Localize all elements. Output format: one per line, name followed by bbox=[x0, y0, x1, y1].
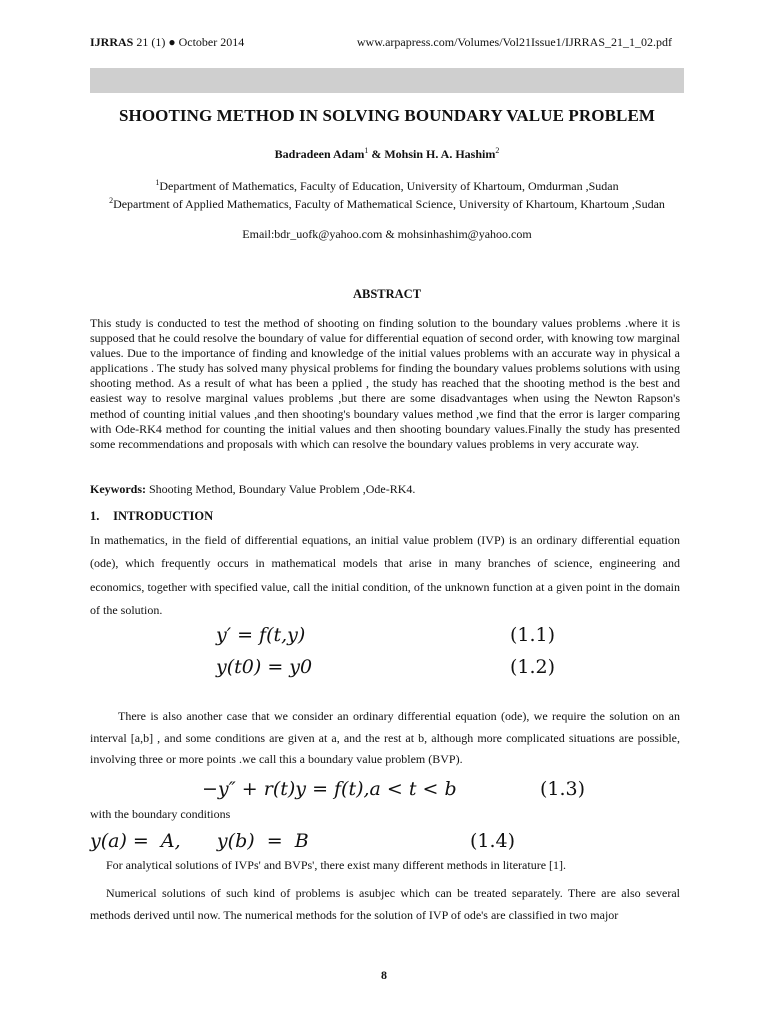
intro-paragraph-2: There is also another case that we consider an ordinary differential equation (ode), we require the solution on an interval [a,b] , and some conditions are given at a, and the rest at b, although more complicated situations are possible, involving three or more points .we call this a boundary value problem (BVP). bbox=[90, 709, 680, 766]
author-2-sup: 2 bbox=[495, 146, 500, 155]
intro-paragraph-1: In mathematics, in the field of differential equations, an initial value problem (IVP) is an ordinary differential equation (ode), which frequently occurs in mathematical models that arise in many branches of science, engineering and economics, together with specified value, call the initial condition, of the unknown function at a given point in the domain of the solution. bbox=[90, 533, 680, 617]
section-number: 1. bbox=[90, 509, 100, 523]
paper-title: SHOOTING METHOD IN SOLVING BOUNDARY VALUE PROBLEM bbox=[118, 106, 656, 125]
author-list bbox=[90, 146, 684, 162]
equation-number: (1.4) bbox=[470, 830, 516, 852]
author-1: Badradeen Adam bbox=[274, 147, 365, 161]
affiliation-1 bbox=[90, 178, 684, 194]
affiliation-2 bbox=[90, 196, 684, 212]
equation-expression: y(t0) = y0 bbox=[216, 656, 313, 678]
intro-paragraph-4: Numerical solutions of such kind of problems is asubjec which can be treated separately. There are also several methods derived until now. The numerical methods for the solution of IVP of ode's are classified in two major bbox=[90, 886, 680, 922]
equation-number: (1.2) bbox=[510, 656, 556, 678]
journal-name: IJRRAS bbox=[90, 35, 134, 49]
equation-number: (1.1) bbox=[510, 624, 556, 646]
affiliation-2-text: Department of Applied Mathematics, Faculty of Mathematical Science, University of Khartoum, Khartoum ,Sudan bbox=[113, 197, 665, 211]
page-number: 8 bbox=[381, 968, 387, 982]
journal-issue bbox=[90, 35, 244, 50]
section-title: INTRODUCTION bbox=[113, 509, 214, 523]
affiliation-2-sup: 2 bbox=[109, 196, 114, 205]
issue-info: 21 (1) ● October 2014 bbox=[136, 35, 245, 49]
equation-number: (1.3) bbox=[540, 778, 586, 800]
author-emails: Email:bdr_uofk@yahoo.com & mohsinhashim@yahoo.com bbox=[242, 227, 532, 241]
intro-paragraph-3: For analytical solutions of IVPs' and BVPs', there exist many different methods in literature [1]. bbox=[106, 858, 567, 872]
keywords-text: Shooting Method, Boundary Value Problem ,Ode-RK4. bbox=[149, 482, 416, 496]
author-separator: & bbox=[368, 147, 385, 161]
author-1-sup: 1 bbox=[364, 146, 369, 155]
affiliation-1-sup: 1 bbox=[155, 178, 160, 187]
abstract-body: This study is conducted to test the method of shooting on finding solution to the boundary values problems .where it is supposed that he could resolve the boundary of value for differential equation of second order, with knowing tow marginal values. Due to the importance of finding and knowledge of the initial values problems with an accurate way in physical a applications . The study has solved many physical problems for finding the boundary values problems solutions with using shooting method. As a result of what has been a pplied , the study has reached that the shooting method is the best and easiest way to resolve marginal values problems ,but there are some disadvantages when using the Newton Rapson's method of counting initial values ,and then shooting's boundary values method ,we find that the error is larger comparing with Ode-RK4 method for counting the initial values and then shooting boundary values.Finally the study has presented some recommendations and proposals with which can resolve the boundary values problems in very accurate way. bbox=[90, 316, 680, 451]
paper-url: www.arpapress.com/Volumes/Vol21Issue1/IJRRAS_21_1_02.pdf bbox=[356, 35, 672, 49]
header-bar bbox=[90, 68, 684, 93]
keywords bbox=[90, 482, 684, 497]
abstract-heading: ABSTRACT bbox=[352, 287, 422, 301]
author-2: Mohsin H. A. Hashim bbox=[384, 147, 496, 161]
equation-expression: y′ = f(t,y) bbox=[216, 624, 306, 646]
equation-expression: −y″ + r(t)y = f(t),a < t < b bbox=[202, 778, 457, 800]
affiliation-1-text: Department of Mathematics, Faculty of Education, University of Khartoum, Omdurman ,Sudan bbox=[159, 179, 619, 193]
boundary-conditions-text: with the boundary conditions bbox=[90, 807, 231, 821]
equation-expression: y(a) = A, y(b) = B bbox=[90, 830, 309, 852]
section-heading-introduction bbox=[90, 509, 213, 524]
running-header bbox=[90, 35, 672, 51]
keywords-label: Keywords: bbox=[90, 482, 146, 496]
